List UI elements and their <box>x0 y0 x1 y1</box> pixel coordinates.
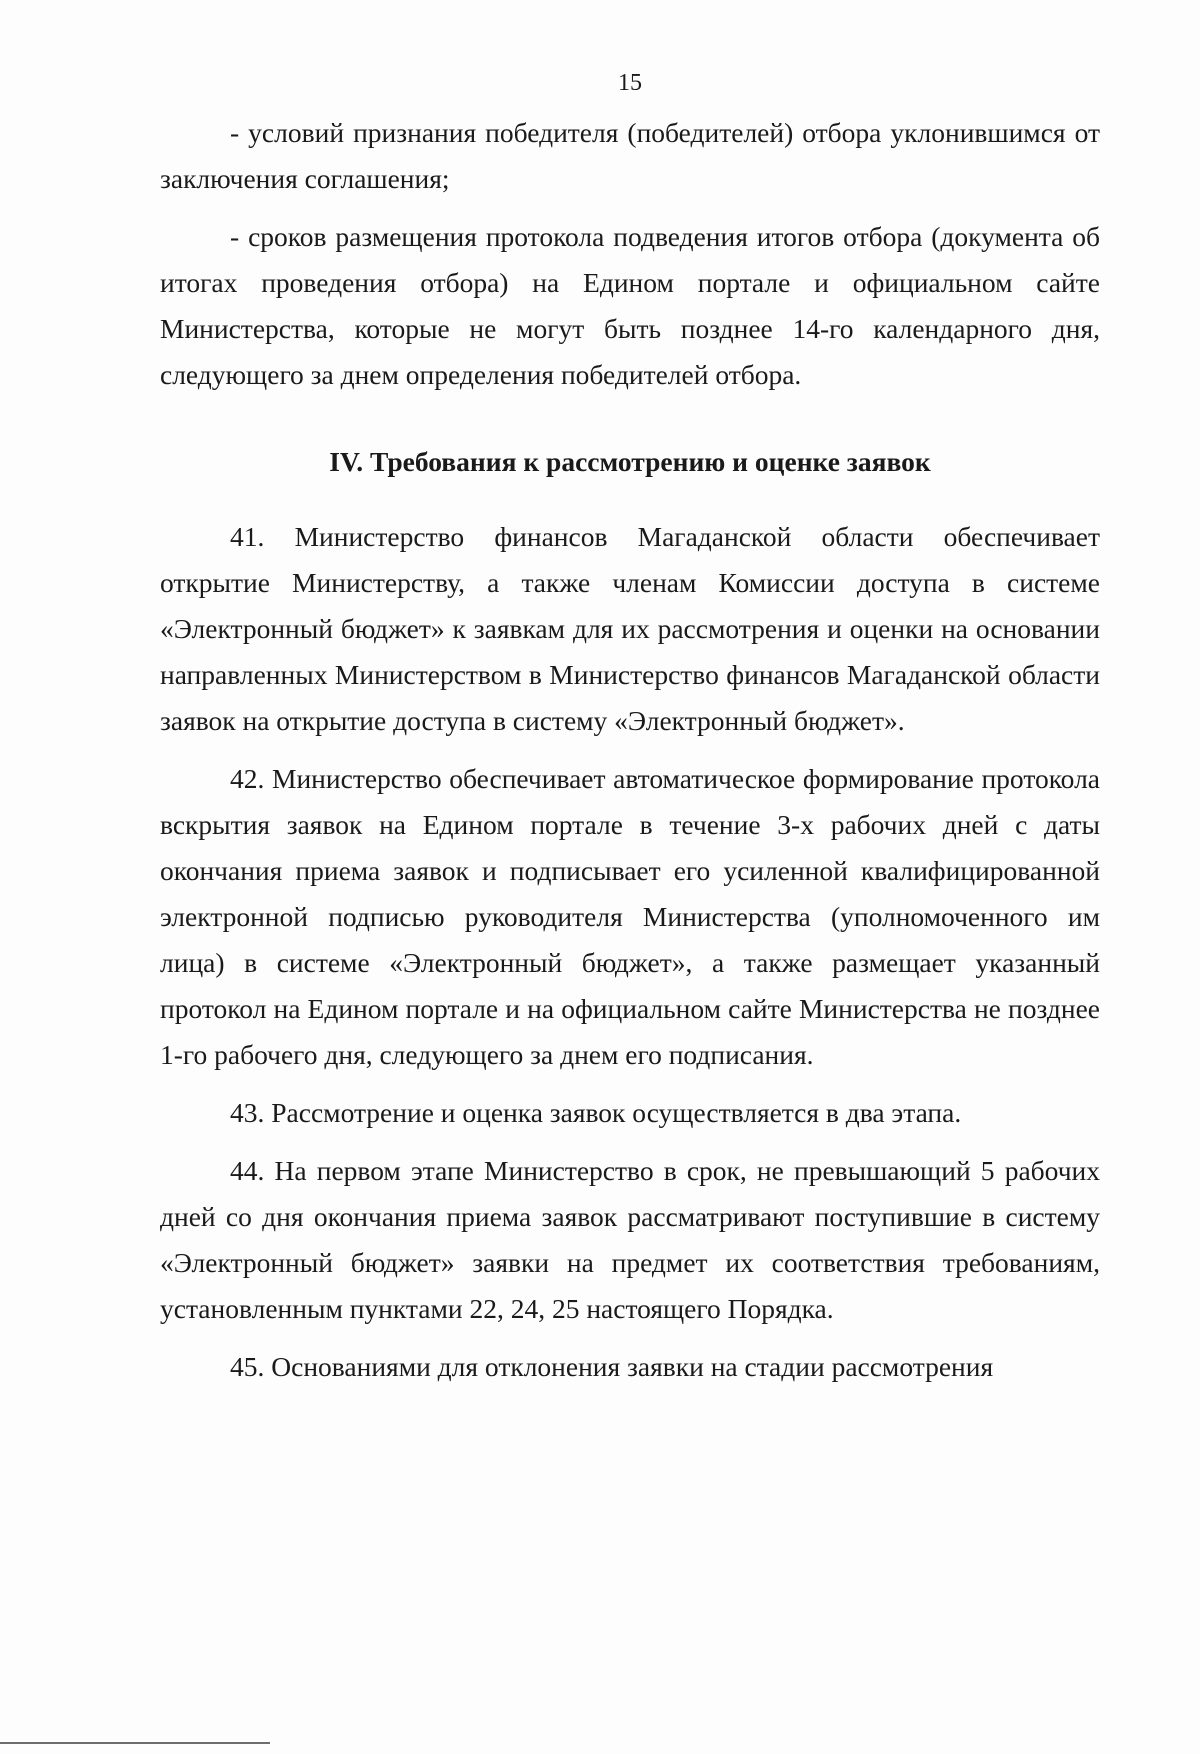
section-heading: IV. Требования к рассмотрению и оценке заявок <box>329 446 931 477</box>
paragraph-41: 41. Министерство финансов Магаданской области обеспечивает открытие Министерству, а также членам Комиссии доступа в системе «Электронный бюджет» к заявкам для их рассмотрения и оценки на основании направленных Министерством в Министерство финансов Магаданской области заявок на открытие доступа в систему «Электронный бюджет». <box>160 521 1100 736</box>
scan-edge-line <box>0 1742 270 1744</box>
page-number: 15 <box>618 70 642 96</box>
paragraph-protocol-deadlines: - сроков размещения протокола подведения итогов отбора (документа об итогах проведения отбора) на Едином портале и официальном сайте Министерства, которые не могут быть позднее 14-го календарного дня, следующего за днем определения победителей отбора. <box>160 221 1100 390</box>
document-body <box>160 110 1100 1390</box>
paragraph-44: 44. На первом этапе Министерство в срок, не превышающий 5 рабочих дней со дня окончания приема заявок рассматривают поступившие в систему «Электронный бюджет» заявки на предмет их соответствия требованиям, установленным пунктами 22, 24, 25 настоящего Порядка. <box>160 1155 1100 1324</box>
paragraph-42: 42. Министерство обеспечивает автоматическое формирование протокола вскрытия заявок на Едином портале в течение 3-х рабочих дней с даты окончания приема заявок и подписывает его усиленной квалифицированной электронной подписью руководителя Министерства (уполномоченного им лица) в системе «Электронный бюджет», а также размещает указанный протокол на Едином портале и на официальном сайте Министерства не позднее 1-го рабочего дня, следующего за днем его подписания. <box>160 763 1100 1070</box>
paragraph-43: 43. Рассмотрение и оценка заявок осуществляется в два этапа. <box>230 1097 962 1128</box>
paragraph-45: 45. Основаниями для отклонения заявки на стадии рассмотрения <box>230 1351 994 1382</box>
paragraph-conditions-winner: - условий признания победителя (победителей) отбора уклонившимся от заключения соглашения; <box>160 117 1100 194</box>
